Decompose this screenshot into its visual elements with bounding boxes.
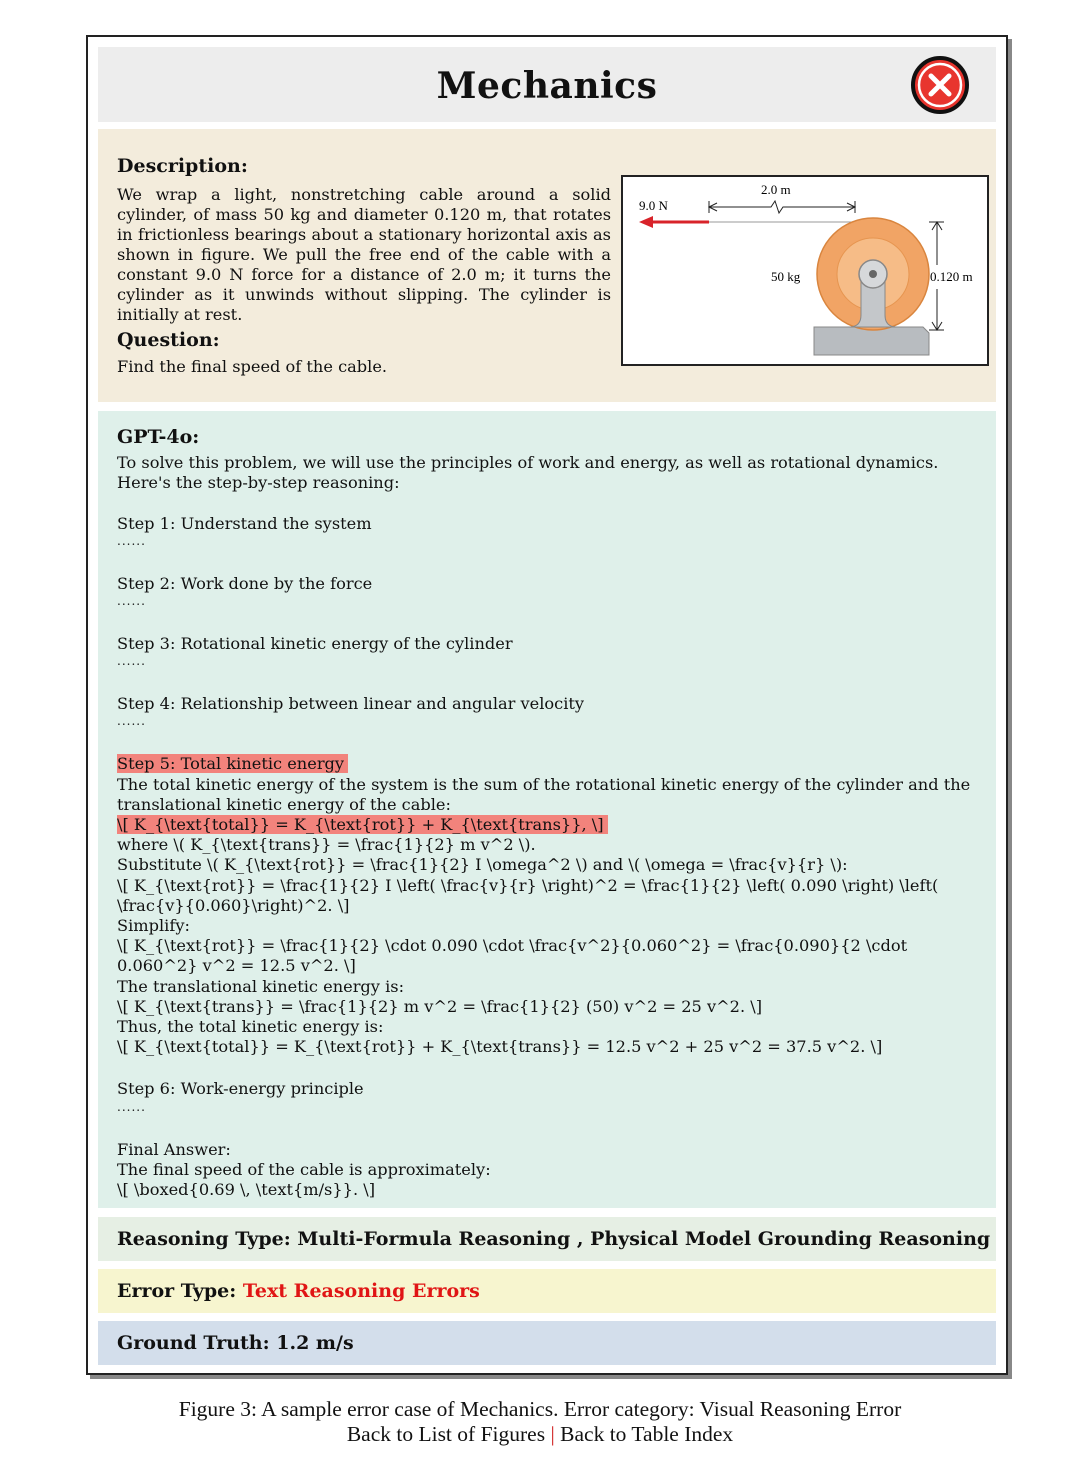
final-answer-heading: Final Answer:	[117, 1139, 231, 1159]
model-name: GPT-4o:	[117, 426, 200, 448]
mass-label: 50 kg	[771, 269, 801, 284]
description-text: We wrap a light, nonstretching cable around a solid cylinder, of mass 50 kg and diameter 0.120 m, that rotates in frictionless bearings about a stationary horizontal axis as shown in figure. We pull the free end of the cable with a constant 9.0 N force for a distance of 2.0 m; it turns the cylinder as it unwinds without slipping. The cylinder is initially at rest.	[117, 185, 611, 324]
step-5-text: \[ K_{\text{rot}} = \frac{1}{2} I \left( \frac{v}{r} \right)^2 = \frac{1}{2} \left( 0.090 \right) \left( \frac{v}{0.060}\right)^2. \]	[117, 875, 939, 915]
reasoning-type-band	[98, 1217, 996, 1261]
step-5-text: Thus, the total kinetic energy is:	[117, 1017, 384, 1037]
ellipsis: ......	[117, 714, 146, 729]
ground-truth-band	[98, 1321, 996, 1365]
diameter-label: 0.120 m	[930, 269, 973, 284]
step-5-text: where \( K_{\text{trans}} = \frac{1}{2} m v^2 \).	[117, 835, 536, 855]
step-5-text: \[ K_{\text{rot}} = \frac{1}{2} \cdot 0.090 \cdot \frac{v^2}{0.060^2} = \frac{0.090}{2 \cdot 0.060^2} v^2 = 12.5 v^2. \]	[117, 936, 908, 976]
ellipsis: ......	[117, 533, 146, 548]
caption-text: Figure 3: A sample error case of Mechanics. Error category: Visual Reasoning Error	[178, 1397, 902, 1421]
step-5-text: \[ K_{\text{trans}} = \frac{1}{2} m v^2 = \frac{1}{2} (50) v^2 = 25 v^2. \]	[117, 996, 763, 1016]
step-5-text: The total kinetic energy of the system is the sum of the rotational kinetic energy of the cylinder and the translational kinetic energy of the cable:	[117, 774, 971, 814]
error-type-value: Text Reasoning Errors	[242, 1280, 480, 1302]
step-5-text: \[ K_{\text{total}} = K_{\text{rot}} + K_{\text{trans}} = 12.5 v^2 + 25 v^2 = 37.5 v^2. \]	[117, 1037, 883, 1057]
force-label: 9.0 N	[639, 198, 668, 213]
model-answer-section	[98, 411, 996, 1208]
description-section	[98, 129, 996, 402]
back-to-tables-link[interactable]: Back to Table Index	[560, 1422, 734, 1446]
error-case-card	[86, 35, 1008, 1375]
error-type-band	[98, 1269, 996, 1313]
step-6: Step 6: Work-energy principle	[117, 1079, 364, 1099]
ground-truth: Ground Truth: 1.2 m/s	[117, 1332, 354, 1354]
answer-intro: To solve this problem, we will use the principles of work and energy, as well as rotational dynamics. Here's the step-by-step reasoning:	[117, 453, 939, 493]
back-to-figures-link[interactable]: Back to List of Figures	[346, 1422, 546, 1446]
error-type-label: Error Type:	[117, 1280, 243, 1302]
cylinder-diagram	[621, 175, 989, 366]
ellipsis: ......	[117, 654, 146, 669]
page-title: Mechanics	[436, 65, 658, 107]
red-x-circle-icon	[910, 55, 970, 115]
final-answer-text: The final speed of the cable is approximately:	[117, 1159, 491, 1179]
final-answer-formula: \[ \boxed{0.69 \, \text{m/s}}. \]	[117, 1180, 376, 1200]
step-1: Step 1: Understand the system	[117, 513, 372, 533]
step-2: Step 2: Work done by the force	[117, 573, 373, 593]
ellipsis: ......	[117, 1099, 146, 1114]
title-bar	[98, 47, 996, 122]
step-5-text: Simplify:	[117, 916, 190, 936]
step-5-text: The translational kinetic energy is:	[117, 976, 405, 996]
step-3: Step 3: Rotational kinetic energy of the cylinder	[117, 634, 513, 654]
ellipsis: ......	[117, 594, 146, 609]
question-heading: Question:	[117, 329, 220, 351]
reasoning-type: Reasoning Type: Multi-Formula Reasoning , Physical Model Grounding Reasoning	[117, 1228, 991, 1250]
question-text: Find the final speed of the cable.	[117, 357, 388, 376]
force-arrowhead	[639, 216, 653, 228]
distance-label: 2.0 m	[761, 182, 791, 197]
step-4: Step 4: Relationship between linear and angular velocity	[117, 694, 585, 714]
description-heading: Description:	[117, 155, 248, 177]
figure-caption	[0, 1397, 1080, 1447]
step-5-highlighted: Step 5: Total kinetic energy	[117, 754, 348, 773]
step-5-formula-highlighted: \[ K_{\text{total}} = K_{\text{rot}} + K_{\text{trans}}, \]	[117, 815, 608, 834]
caption-separator: |	[550, 1422, 555, 1446]
step-5-text: Substitute \( K_{\text{rot}} = \frac{1}{2} I \omega^2 \) and \( \omega = \frac{v}{r} \):	[117, 855, 848, 875]
